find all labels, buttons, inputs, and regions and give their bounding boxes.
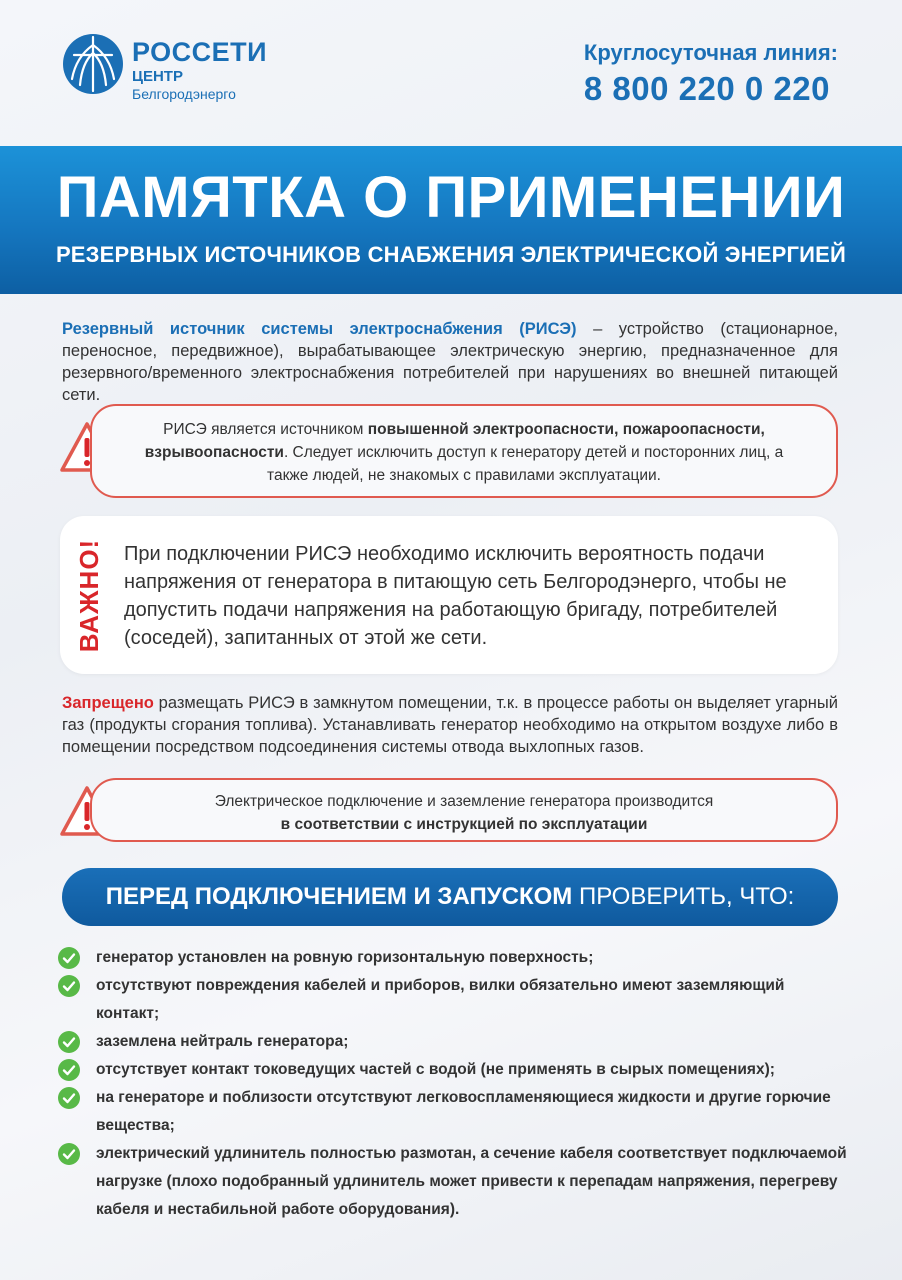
checklist-title-rest: ПРОВЕРИТЬ, ЧТО: bbox=[572, 883, 795, 910]
important-label-text: ВАЖНО! bbox=[74, 538, 105, 652]
warning1-bold: повышенной электроопасности, пожароопасности, взрывоопасности bbox=[144, 421, 765, 461]
forbidden-paragraph bbox=[62, 692, 838, 758]
checklist-title-bold: ПЕРЕД ПОДКЛЮЧЕНИЕМ И ЗАПУСКОМ bbox=[105, 883, 573, 910]
hotline-number[interactable]: 8 800 220 0 220 bbox=[583, 70, 830, 107]
checkmark-icon bbox=[58, 1059, 80, 1081]
checkmark-icon bbox=[58, 947, 80, 969]
forbidden-term: Запрещено bbox=[62, 694, 154, 712]
checklist bbox=[58, 944, 848, 1224]
page-subtitle: РЕЗЕРВНЫХ ИСТОЧНИКОВ СНАБЖЕНИЯ ЭЛЕКТРИЧЕСКОЙ ЭНЕРГИЕЙ bbox=[55, 242, 847, 267]
checklist-item: на генераторе и поблизости отсутствуют легковоспламеняющиеся жидкости и другие горючие вещества; bbox=[58, 1084, 848, 1140]
logo-sub: ЦЕНТР bbox=[132, 68, 183, 85]
checklist-header bbox=[62, 868, 838, 926]
hotline-label: Круглосуточная линия: bbox=[583, 40, 838, 65]
forbidden-text: размещать РИСЭ в замкнутом помещении, т.к. в процессе работы он выделяет угарный газ (продукты сгорания топлива). Устанавливать генератор необходимо на открытом воздухе либо в помещении посредством подсоединения системы отвода выхлопных газов. bbox=[62, 694, 838, 756]
warning2-line2: в соответствии с инструкцией по эксплуатации bbox=[280, 816, 648, 833]
page-title: ПАМЯТКА О ПРИМЕНЕНИИ bbox=[56, 165, 846, 230]
warning1-post: . Следует исключить доступ к генератору детей и посторонних лиц, а также людей, не знакомых с правилами эксплуатации. bbox=[267, 444, 784, 484]
important-label bbox=[72, 540, 108, 650]
definition-paragraph bbox=[62, 318, 838, 406]
warning-box-1 bbox=[90, 404, 838, 498]
logo-branch: Белгородэнерго bbox=[132, 86, 236, 102]
header bbox=[0, 0, 902, 140]
checkmark-icon bbox=[58, 1143, 80, 1165]
checkmark-icon bbox=[58, 975, 80, 997]
rosseti-logo-icon bbox=[62, 33, 124, 95]
warning1-pre: РИСЭ является источником bbox=[163, 421, 368, 438]
important-text: При подключении РИСЭ необходимо исключить вероятность подачи напряжения от генератора в питающую сеть Белгородэнерго, чтобы не допустить подачи напряжения на работающую бригаду, потребителей (соседей), запитанных от этой же сети. bbox=[124, 543, 787, 649]
logo-brand: РОССЕТИ bbox=[132, 37, 268, 67]
checklist-item: заземлена нейтраль генератора; bbox=[58, 1028, 848, 1056]
checklist-item: отсутствует контакт токоведущих частей с водой (не применять в сырых помещениях); bbox=[58, 1056, 848, 1084]
warning2-line1: Электрическое подключение и заземление генератора производится bbox=[214, 793, 714, 810]
checklist-item: генератор установлен на ровную горизонтальную поверхность; bbox=[58, 944, 848, 972]
checklist-item: электрический удлинитель полностью размотан, а сечение кабеля соответствует подключаемой нагрузке (плохо подобранный удлинитель может привести к перепадам напряжения, перегреву кабеля и нестабильной работе оборудования). bbox=[58, 1140, 848, 1224]
definition-text: – устройство (стационарное, переносное, передвижное), вырабатывающее электрическую энергию, предназначенное для резервного/временного электроснабжения потребителей при нарушениях во внешней питающей сети. bbox=[62, 320, 838, 404]
checkmark-icon bbox=[58, 1031, 80, 1053]
logo bbox=[62, 33, 267, 103]
warning-box-2 bbox=[90, 778, 838, 842]
definition-term: Резервный источник системы электроснабжения (РИСЭ) bbox=[62, 320, 577, 338]
title-banner bbox=[0, 146, 902, 294]
important-box bbox=[60, 516, 838, 674]
checklist-item: отсутствуют повреждения кабелей и приборов, вилки обязательно имеют заземляющий контакт; bbox=[58, 972, 848, 1028]
checkmark-icon bbox=[58, 1087, 80, 1109]
hotline bbox=[584, 40, 838, 108]
